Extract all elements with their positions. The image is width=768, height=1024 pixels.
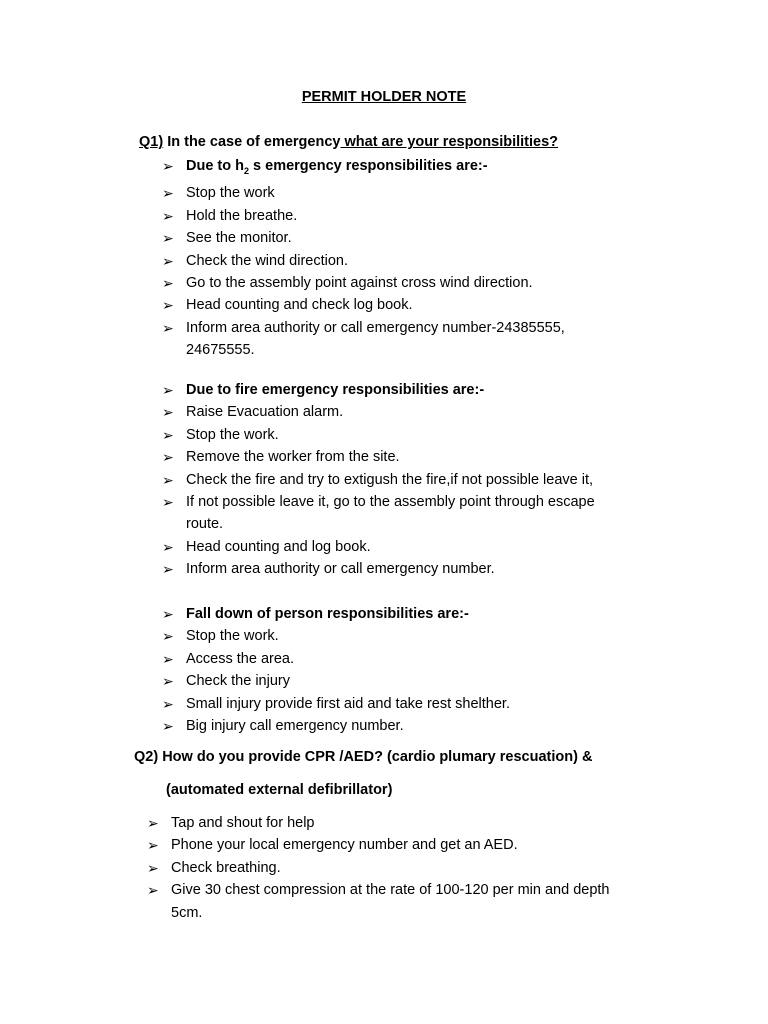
item-text: Check breathing. [171, 859, 281, 876]
list-item [162, 536, 595, 558]
list-item [162, 491, 595, 513]
question-2-line1: Q2) How do you provide CPR /AED? (cardio plumary rescuation) & [134, 749, 593, 765]
page-title: PERMIT HOLDER NOTE [301, 89, 467, 105]
item-text: route. [186, 516, 224, 533]
h2s-list [162, 155, 565, 362]
list-item [162, 250, 565, 272]
arrow-bullet-icon: ➢ [147, 815, 159, 831]
list-item [147, 879, 609, 901]
list-item [162, 446, 595, 468]
arrow-bullet-icon: ➢ [162, 252, 174, 269]
item-text: Head counting and check log book. [186, 297, 413, 314]
item-text: Inform area authority or call emergency number-24385555, [186, 319, 565, 336]
q1-text-a: In the case of emergency [163, 134, 341, 150]
list-item [162, 648, 510, 670]
list-item-continuation [147, 902, 609, 924]
list-item [147, 834, 609, 856]
item-text: Inform area authority or call emergency number. [186, 561, 495, 578]
cpr-list [147, 812, 609, 924]
h2s-heading-pre: Due to h [186, 158, 244, 174]
item-text: If not possible leave it, go to the assembly point through escape [186, 494, 595, 511]
arrow-bullet-icon: ➢ [162, 297, 174, 314]
arrow-bullet-icon: ➢ [162, 207, 174, 224]
fall-heading: Fall down of person responsibilities are:- [186, 606, 469, 622]
question-1 [139, 134, 558, 150]
list-item [162, 401, 595, 423]
arrow-bullet-icon: ➢ [147, 882, 159, 899]
arrow-bullet-icon: ➢ [162, 538, 174, 555]
item-text: Hold the breathe. [186, 207, 298, 224]
fall-list [162, 603, 510, 737]
list-item [162, 715, 510, 737]
item-text: Stop the work. [186, 426, 279, 443]
list-item [147, 812, 609, 834]
arrow-bullet-icon: ➢ [162, 185, 174, 202]
arrow-bullet-icon: ➢ [162, 158, 174, 174]
q1-prefix: Q1) [139, 134, 164, 150]
arrow-bullet-icon: ➢ [162, 382, 174, 398]
arrow-bullet-icon: ➢ [162, 471, 174, 488]
item-text: Give 30 chest compression at the rate of 100-120 per min and depth [171, 882, 610, 899]
list-item [162, 558, 595, 580]
item-text: See the monitor. [186, 230, 292, 247]
item-text: Remove the worker from the site. [186, 449, 400, 466]
list-item [162, 424, 595, 446]
question-2-line2: (automated external defibrillator) [166, 782, 393, 798]
arrow-bullet-icon: ➢ [162, 673, 174, 690]
list-item [162, 317, 565, 339]
arrow-bullet-icon: ➢ [162, 650, 174, 667]
item-text: Check the wind direction. [186, 252, 348, 269]
list-item-continuation [162, 513, 595, 535]
list-item [162, 670, 510, 692]
item-text: Check the fire and try to extigush the fire,if not possible leave it, [186, 471, 594, 488]
list-item [162, 294, 565, 316]
arrow-bullet-icon: ➢ [162, 404, 174, 421]
arrow-bullet-icon: ➢ [162, 628, 174, 645]
fire-heading: Due to fire emergency responsibilities are:- [186, 382, 485, 398]
list-item [162, 379, 595, 401]
h2s-heading-post: s emergency responsibilities are:- [249, 158, 488, 174]
list-item [162, 603, 510, 625]
list-item-continuation [162, 339, 565, 361]
list-item [162, 469, 595, 491]
list-item [162, 155, 565, 182]
item-text: Stop the work [186, 185, 275, 202]
arrow-bullet-icon: ➢ [162, 449, 174, 466]
list-item [162, 272, 565, 294]
arrow-bullet-icon: ➢ [162, 695, 174, 712]
q1-text-b: what are your responsibilities? [340, 134, 559, 150]
h2s-heading-sub: 2 [244, 165, 250, 176]
list-item [162, 625, 510, 647]
list-item [162, 227, 565, 249]
list-item [147, 857, 609, 879]
list-item [162, 205, 565, 227]
item-text: Head counting and log book. [186, 538, 371, 555]
item-text: Check the injury [186, 673, 290, 690]
arrow-bullet-icon: ➢ [162, 718, 174, 735]
item-text: Tap and shout for help [171, 815, 315, 831]
item-text: Small injury provide first aid and take rest shelther. [186, 695, 510, 712]
arrow-bullet-icon: ➢ [162, 230, 174, 247]
arrow-bullet-icon: ➢ [162, 606, 174, 622]
item-text: Access the area. [186, 650, 294, 667]
item-text: 5cm. [171, 904, 203, 921]
list-item [162, 693, 510, 715]
arrow-bullet-icon: ➢ [162, 494, 174, 511]
item-text: Raise Evacuation alarm. [186, 404, 344, 421]
arrow-bullet-icon: ➢ [162, 319, 174, 336]
arrow-bullet-icon: ➢ [162, 426, 174, 443]
item-text: Stop the work. [186, 628, 279, 645]
list-item [162, 182, 565, 204]
arrow-bullet-icon: ➢ [147, 837, 159, 854]
item-text: Go to the assembly point against cross wind direction. [186, 274, 533, 291]
arrow-bullet-icon: ➢ [162, 274, 174, 291]
item-text: Phone your local emergency number and get an AED. [171, 837, 518, 854]
arrow-bullet-icon: ➢ [147, 859, 159, 876]
fire-list [162, 379, 595, 581]
item-text: Big injury call emergency number. [186, 718, 404, 735]
arrow-bullet-icon: ➢ [162, 561, 174, 578]
item-text: 24675555. [186, 342, 255, 359]
